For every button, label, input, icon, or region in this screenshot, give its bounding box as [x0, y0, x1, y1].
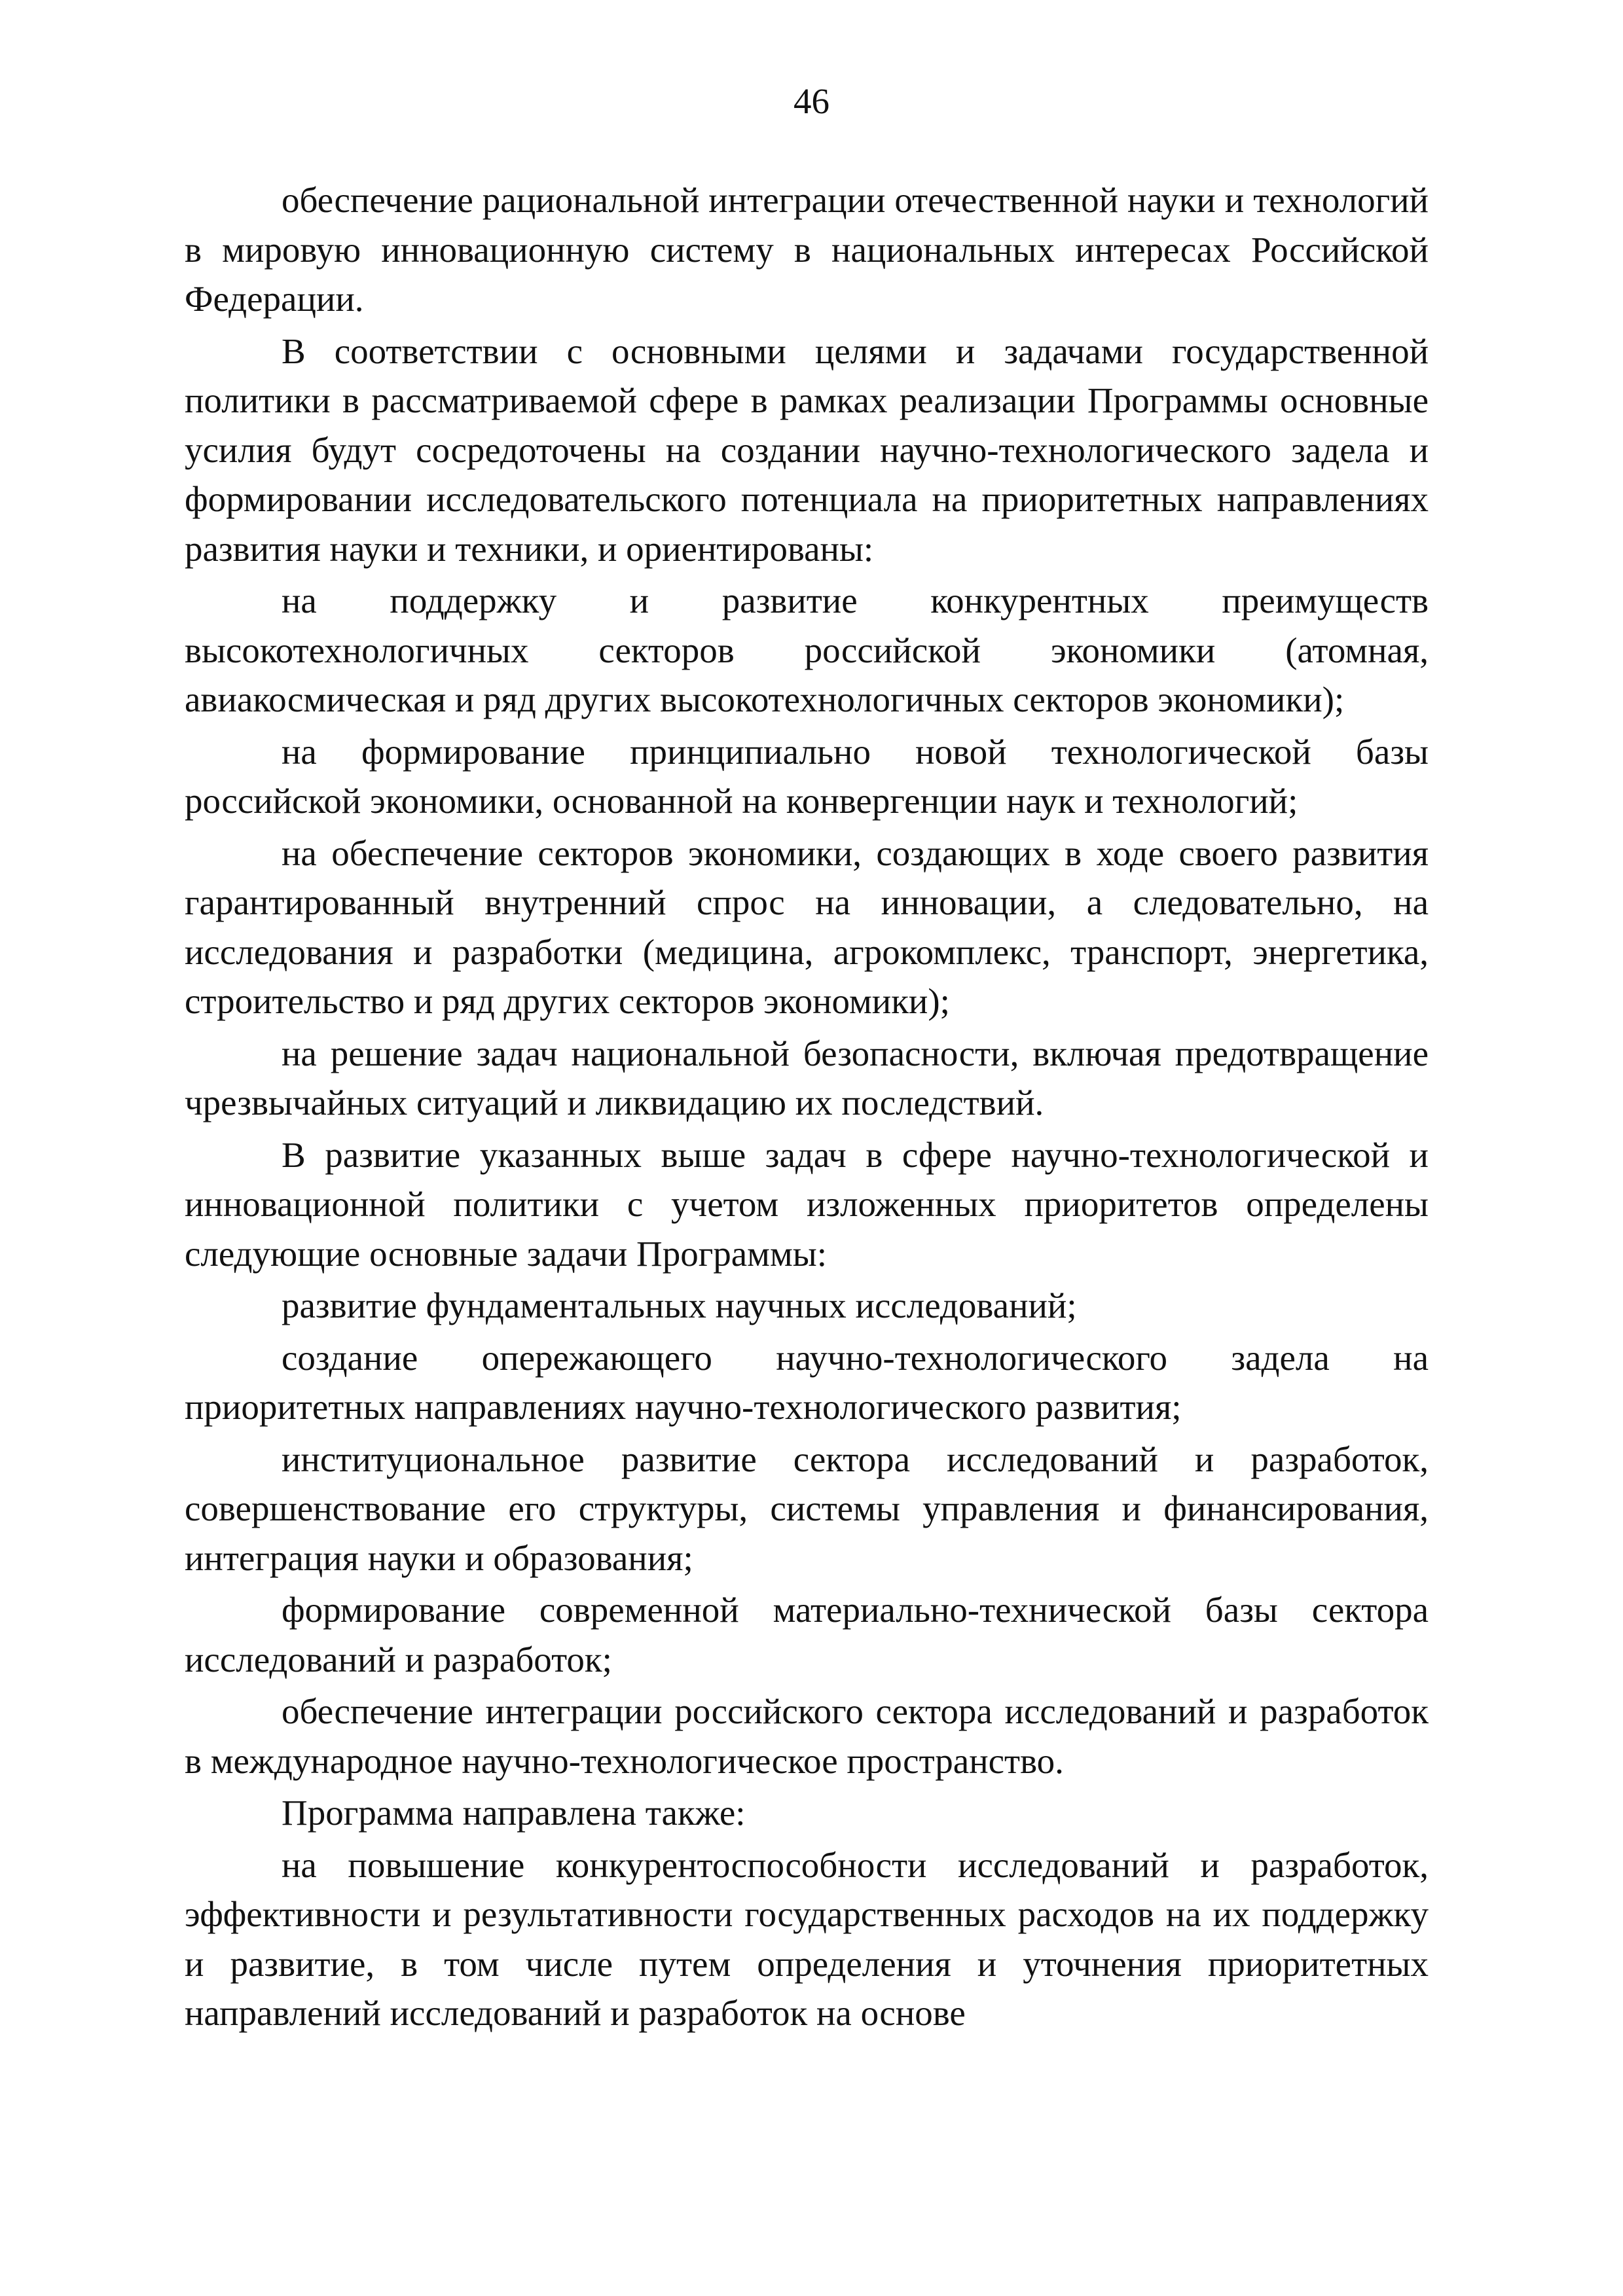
paragraph-competitive-advantages: на поддержку и развитие конкурентных преимуществ высокотехнологичных секторов российской экономики (атомная, авиакосмическая и ряд других высокотехнологичных секторов экономики); — [185, 581, 1429, 719]
paragraph-task-international-integration: обеспечение интеграции российского сектора исследований и разработок в международное научно-технологическое пространство. — [185, 1691, 1429, 1781]
paragraph-task-fundamental-research: развитие фундаментальных научных исследований; — [282, 1285, 1077, 1325]
paragraph-program-tasks-intro: В развитие указанных выше задач в сфере научно-технологической и инновационной политики с учетом изложенных приоритетов определены следующие основные задачи Программы: — [185, 1134, 1429, 1274]
paragraph-national-security: на решение задач национальной безопасности, включая предотвращение чрезвычайных ситуаций и ликвидацию их последствий. — [185, 1033, 1429, 1122]
paragraph-task-institutional-development: институциональное развитие сектора исследований и разработок, совершенствование его структуры, системы управления и финансирования, интеграция науки и образования; — [185, 1439, 1429, 1578]
paragraph-economy-sectors: на обеспечение секторов экономики, создающих в ходе своего развития гарантированный внутренний спрос на инновации, а следовательно, на исследования и разработки (медицина, агрокомплекс, транспорт, энергетика, строительство и ряд других секторов экономики); — [185, 833, 1429, 1021]
paragraph-main-efforts: В соответствии с основными целями и задачами государственной политики в рассматриваемой сфере в рамках реализации Программы основные усилия будут сосредоточены на создании научно-технологического задела и формировании исследовательского потенциала на приоритетных направлениях развития науки и техники, и ориентированы: — [185, 331, 1429, 569]
paragraph-task-material-base: формирование современной материально-технической базы сектора исследований и разработок; — [185, 1590, 1429, 1679]
paragraph-technology-base: на формирование принципиально новой технологической базы российской экономики, основанной на конвергенции наук и технологий; — [185, 731, 1429, 821]
page-number: 46 — [793, 81, 830, 121]
paragraph-integration: обеспечение рациональной интеграции отечественной науки и технологий в мировую инновационную систему в национальных интересах Российской Федерации. — [185, 180, 1429, 319]
body-text — [185, 175, 1429, 2038]
paragraph-program-also: Программа направлена также: — [282, 1793, 746, 1833]
paragraph-competitiveness: на повышение конкурентоспособности исследований и разработок, эффективности и результативности государственных расходов на их поддержку и развитие, в том числе путем определения и уточнения приоритетных направлений исследований и разработок на основе — [185, 1844, 1429, 2033]
paragraph-task-advance-backlog: создание опережающего научно-технологического задела на приоритетных направлениях научно-технологического развития; — [185, 1337, 1429, 1427]
